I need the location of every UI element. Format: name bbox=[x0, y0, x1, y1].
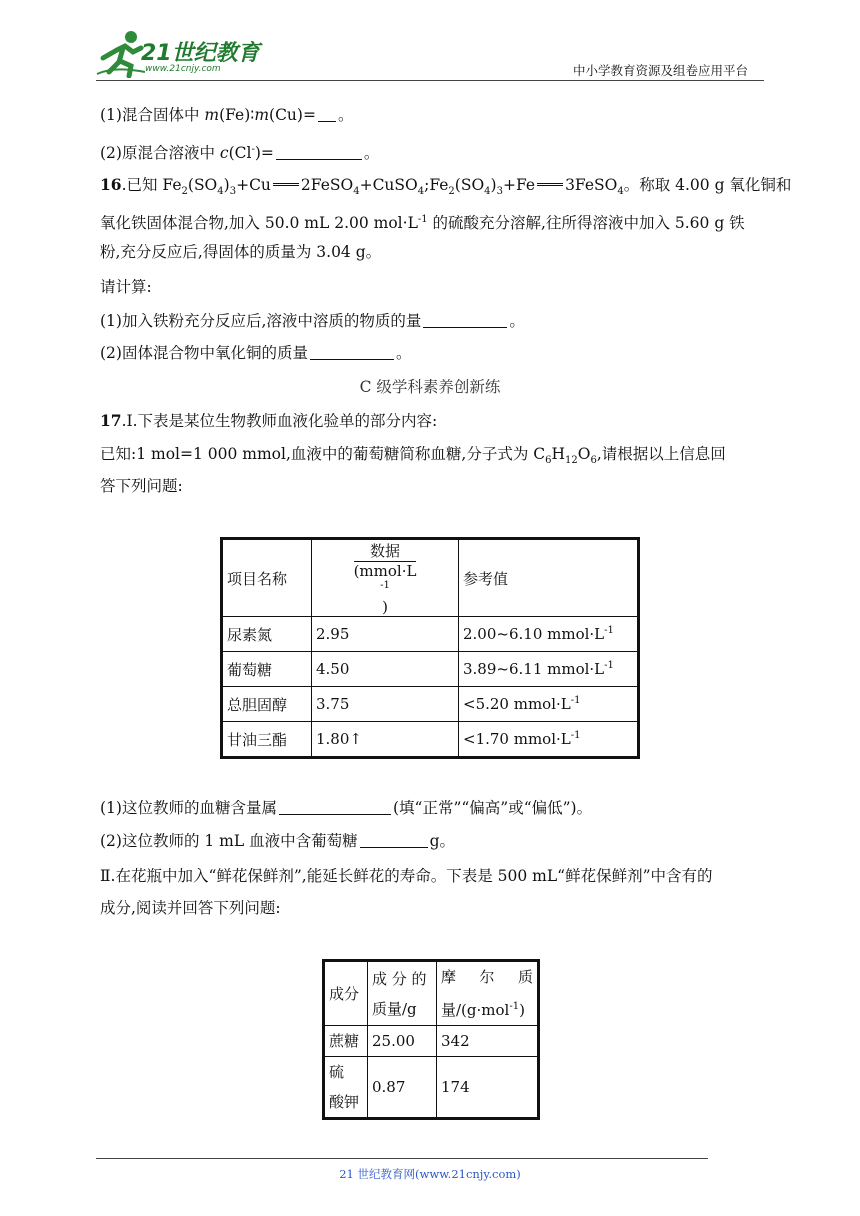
answer-blank[interactable] bbox=[276, 145, 362, 160]
logo bbox=[95, 28, 265, 80]
q16-part1: (1)加入铁粉充分反应后,溶液中溶质的物质的量 。 bbox=[100, 312, 525, 330]
q16-line3: 粉,充分反应后,得固体的质量为 3.04 g。 bbox=[100, 243, 382, 261]
table-header-row bbox=[222, 539, 639, 617]
footer-divider bbox=[96, 1158, 708, 1159]
q17-line3: 答下列问题: bbox=[100, 477, 183, 495]
answer-blank[interactable] bbox=[310, 345, 394, 360]
header-component: 成分 bbox=[324, 961, 368, 1026]
question-number: 17 bbox=[100, 411, 122, 430]
q17-ii-line1: Ⅱ.在花瓶中加入“鲜花保鲜剂”,能延长鲜花的寿命。下表是 500 mL“鲜花保鲜剂”中含有的 bbox=[100, 867, 713, 885]
table-row: 硫 酸钾 0.87 174 bbox=[324, 1057, 539, 1119]
q16-part2: (2)固体混合物中氧化铜的质量 。 bbox=[100, 344, 412, 362]
logo-url: www.21cnjy.com bbox=[145, 64, 221, 74]
table-row: 尿素氮 2.95 2.00~6.10 $mmol\cdot L^{-1}$ bbox=[222, 617, 639, 652]
equals-sign bbox=[537, 177, 563, 186]
header-right-text: 中小学教育资源及组卷应用平台 bbox=[573, 63, 749, 78]
header bbox=[0, 0, 860, 90]
header-data bbox=[312, 539, 459, 617]
header-molar-mass: 摩 尔 质 量/(g·mol$^{-1}$) bbox=[437, 961, 539, 1026]
header-mass: 成 分 的质量/g bbox=[368, 961, 437, 1026]
table-row: 葡萄糖 4.50 3.89~6.11 $mmol\cdot L^{-1}$ bbox=[222, 652, 639, 687]
q17-line2: 已知:1 mol=1 000 mmol,血液中的葡萄糖简称血糖,分子式为 $C_6H_{12}O_6$,请根据以上信息回 bbox=[100, 445, 726, 467]
equals-sign bbox=[273, 177, 299, 186]
answer-blank[interactable] bbox=[318, 107, 336, 122]
table-row: 蔗糖 25.00 342 bbox=[324, 1026, 539, 1057]
blood-test-table bbox=[220, 537, 640, 759]
q17-line1: 17.Ⅰ.下表是某位生物教师血液化验单的部分内容: bbox=[100, 411, 438, 430]
answer-blank[interactable] bbox=[423, 313, 507, 328]
footer-text: 21 世纪教育网(www.21cnjy.com) bbox=[339, 1167, 521, 1181]
q17-part2: (2)这位教师的 1 mL 血液中含葡萄糖 g。 bbox=[100, 832, 456, 850]
header-reference: 参考值 bbox=[459, 539, 639, 617]
answer-blank[interactable] bbox=[279, 800, 391, 815]
section-title: C 级学科素养创新练 bbox=[359, 378, 501, 396]
table-row: 总胆固醇 3.75 <5.20 $mmol\cdot L^{-1}$ bbox=[222, 687, 639, 722]
header-item-name: 项目名称 bbox=[222, 539, 312, 617]
table-header-row bbox=[324, 961, 539, 1026]
q17-part1: (1)这位教师的血糖含量属 (填“正常”“偏高”或“偏低”)。 bbox=[100, 799, 593, 817]
header-divider bbox=[96, 80, 764, 81]
q15-part1: (1)混合固体中 m(Fe)∶m(Cu)= 。 bbox=[100, 106, 354, 124]
q16-line4: 请计算: bbox=[100, 278, 152, 296]
answer-blank[interactable] bbox=[360, 833, 428, 848]
data-unit-fraction: 数据 (mmol·L $^{-1}$ ) bbox=[353, 542, 417, 616]
q16-line1: 16.已知 $Fe_2(SO_4)_3+Cu$ $2FeSO_4+CuSO_4;Fe_2(SO_4)_3+Fe$ 3FeSO$_4$。称取 4.00 g 氧化铜和 bbox=[100, 175, 792, 198]
q15-part2: (2)原混合溶液中 c(Cl-)= 。 bbox=[100, 144, 380, 163]
runner-logo-icon bbox=[95, 28, 147, 78]
table-row: 甘油三酯 1.80↑ <1.70 $mmol\cdot L^{-1}$ bbox=[222, 722, 639, 758]
logo-text: 21世纪教育 bbox=[141, 41, 260, 66]
q16-line2: 氧化铁固体混合物,加入 50.0 mL 2.00 $mol\cdot L^{-1}$ 的硫酸充分溶解,往所得溶液中加入 5.60 g 铁 bbox=[100, 214, 745, 233]
q17-ii-line2: 成分,阅读并回答下列问题: bbox=[100, 899, 281, 917]
preservative-table bbox=[322, 959, 540, 1120]
question-number: 16 bbox=[100, 175, 122, 194]
